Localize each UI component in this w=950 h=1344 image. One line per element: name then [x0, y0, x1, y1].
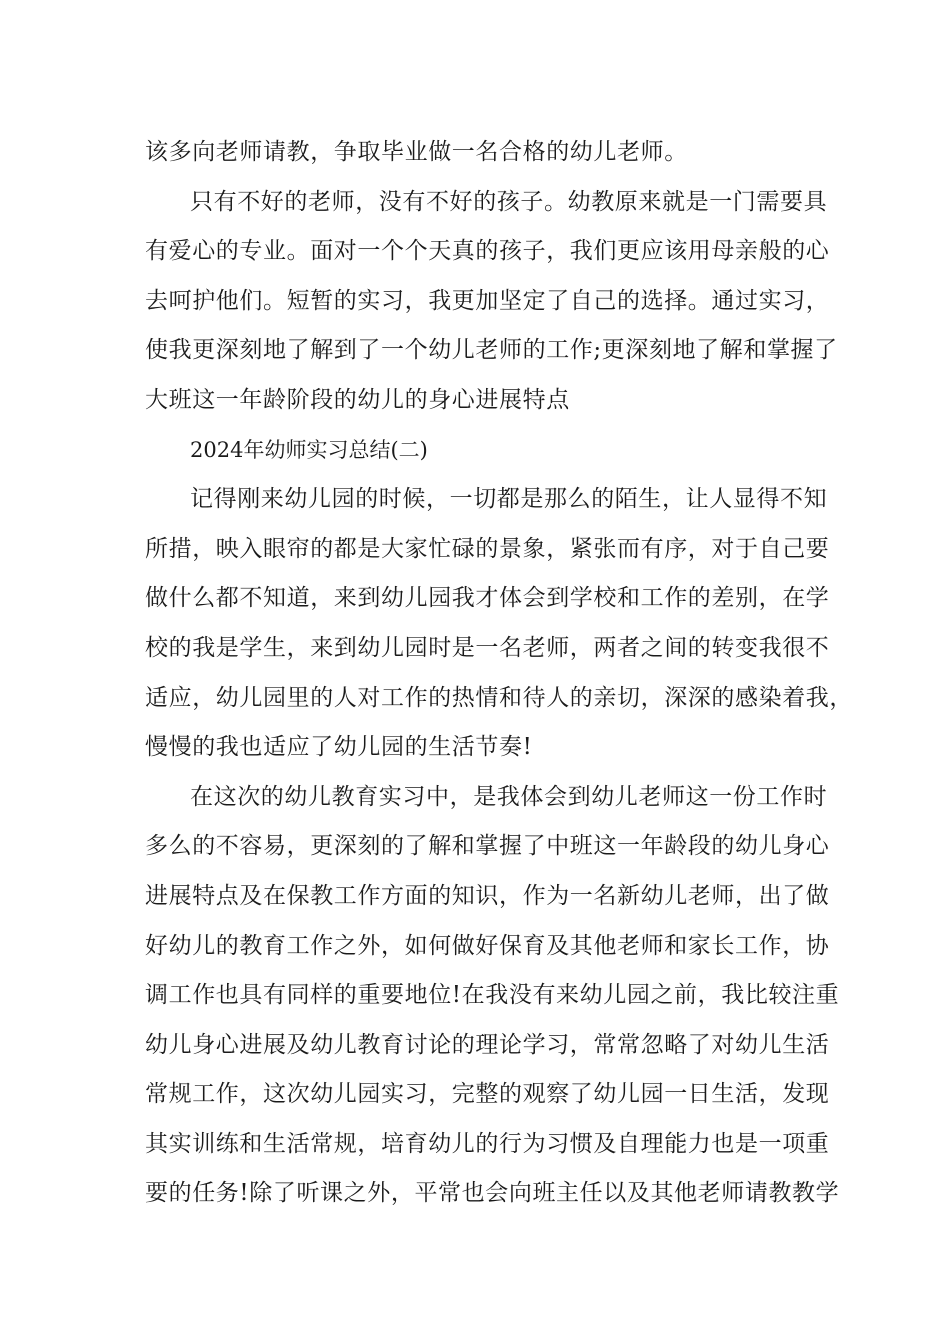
text-line: 有爱心的专业。面对一个个天真的孩子，我们更应该用母亲般的心: [145, 238, 830, 265]
text-line: 在这次的幼儿教育实习中，是我体会到幼儿老师这一份工作时: [190, 783, 828, 810]
text-line: 常规工作，这次幼儿园实习，完整的观察了幼儿园一日生活，发现: [145, 1081, 830, 1108]
text-line: 好幼儿的教育工作之外，如何做好保育及其他老师和家长工作，协: [145, 932, 830, 959]
document-body: [145, 128, 853, 1219]
text-line: 去呵护他们。短暂的实习，我更加坚定了自己的选择。通过实习，: [145, 287, 830, 314]
text-line: 该多向老师请教，争取毕业做一名合格的幼儿老师。: [145, 139, 688, 165]
section-heading: 2024年幼师实习总结(二): [190, 437, 428, 462]
text-line: 所措，映入眼帘的都是大家忙碌的景象，紧张而有序，对于自己要: [145, 535, 830, 562]
text-line: 大班这一年龄阶段的幼儿的身心进展特点: [145, 386, 570, 413]
text-line: 使我更深刻地了解到了一个幼儿老师的工作;更深刻地了解和掌握了: [145, 337, 838, 364]
text-line: 要的任务!除了听课之外，平常也会向班主任以及其他老师请教教学: [145, 1180, 840, 1207]
text-line: 其实训练和生活常规，培育幼儿的行为习惯及自理能力也是一项重: [145, 1130, 830, 1157]
text-line: 慢慢的我也适应了幼儿园的生活节奏!: [145, 734, 533, 761]
text-line: 记得刚来幼儿园的时候，一切都是那么的陌生，让人显得不知: [190, 486, 828, 513]
text-line: 调工作也具有同样的重要地位!在我没有来幼儿园之前，我比较注重: [145, 982, 840, 1009]
text-line: 做什么都不知道，来到幼儿园我才体会到学校和工作的差别，在学: [145, 585, 830, 612]
text-line: 只有不好的老师，没有不好的孩子。幼教原来就是一门需要具: [190, 188, 828, 215]
text-line: 适应，幼儿园里的人对工作的热情和待人的亲切，深深的感染着我，: [145, 684, 853, 711]
text-line: 多么的不容易，更深刻的了解和掌握了中班这一年龄段的幼儿身心: [145, 833, 830, 860]
text-line: 校的我是学生，来到幼儿园时是一名老师，两者之间的转变我很不: [145, 634, 830, 661]
text-line: 进展特点及在保教工作方面的知识，作为一名新幼儿老师，出了做: [145, 882, 830, 909]
text-line: 幼儿身心进展及幼儿教育讨论的理论学习，常常忽略了对幼儿生活: [145, 1031, 830, 1058]
